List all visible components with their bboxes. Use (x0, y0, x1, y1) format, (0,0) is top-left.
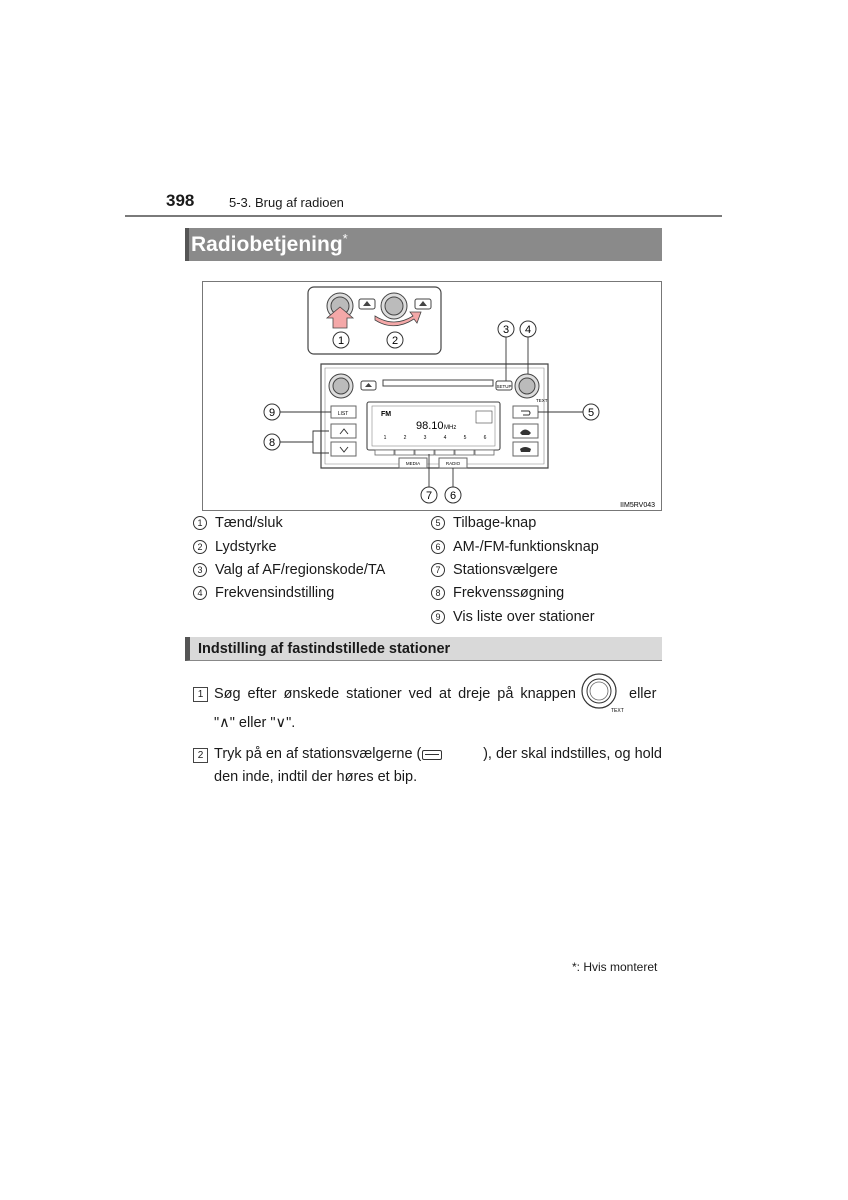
knob-inset (308, 287, 441, 354)
header-rule (125, 215, 722, 217)
step-1-text-end: eller (629, 686, 657, 702)
callout-3-label: 3 (502, 324, 510, 336)
legend-num: 9 (431, 610, 445, 624)
legend-label: AM-/FM-funktionsknap (453, 539, 599, 555)
media-button-label: MEDIA (405, 461, 421, 466)
radio-figure (202, 281, 662, 511)
legend-label: Vis liste over stationer (453, 609, 595, 625)
step-2-text-b: ), der skal indstilles, og hold (483, 746, 662, 762)
legend-label: Valg af AF/regionskode/TA (215, 562, 386, 578)
step-1-text: Søg efter ønskede stationer ved at dreje på knappen (214, 686, 576, 702)
legend-label: Frekvensindstilling (215, 585, 335, 601)
page-number: 398 (166, 191, 195, 210)
svg-text:5: 5 (463, 435, 467, 441)
svg-text:6: 6 (483, 435, 487, 441)
page-title (191, 231, 348, 257)
display-indicator (476, 411, 492, 423)
tune-knob-icon (580, 673, 624, 715)
title-bar (185, 228, 662, 261)
legend-item-5 (431, 515, 536, 531)
legend-num: 6 (431, 540, 445, 554)
legend-num: 2 (193, 540, 207, 554)
svg-text:4: 4 (443, 435, 447, 441)
title-asterisk: * (342, 231, 348, 246)
subheading-bar (185, 637, 662, 661)
svg-text:2: 2 (403, 435, 407, 441)
legend-item-2 (193, 539, 277, 555)
callout-6-label: 6 (449, 490, 457, 502)
radio-button-label: RADIO (445, 461, 461, 466)
legend-item-7 (431, 562, 558, 578)
section-reference: 5-3. Brug af radioen (229, 195, 344, 210)
step-1-number: 1 (193, 687, 208, 702)
seek-down-button (331, 442, 356, 456)
back-button (513, 406, 538, 418)
text-label: TEXT (536, 398, 548, 403)
figure-code: IIM5RV043 (620, 502, 655, 509)
legend-item-9 (431, 609, 595, 625)
legend-label: Tilbage-knap (453, 515, 537, 531)
legend-num: 1 (193, 516, 207, 530)
legend-num: 5 (431, 516, 445, 530)
legend-item-4 (193, 585, 334, 601)
legend-num: 8 (431, 586, 445, 600)
step-2-text-a: Tryk på en af stationsvælgerne ( (214, 746, 422, 762)
legend-num: 7 (431, 563, 445, 577)
setup-button-label: SETUP (496, 384, 512, 389)
callout-7-label: 7 (425, 490, 433, 502)
subheading: Indstilling af fastindstillede stationer (198, 641, 451, 657)
svg-text:1: 1 (383, 435, 387, 441)
step-2-line1 (214, 743, 662, 766)
step-2-text-line2: den inde, indtil der høres et bip. (214, 769, 418, 785)
cd-slot (383, 380, 493, 386)
title-text: Radiobetjening (191, 233, 343, 256)
legend-label: Frekvenssøgning (453, 585, 565, 601)
legend-label: Stationsvælgere (453, 562, 558, 578)
svg-text:3: 3 (423, 435, 427, 441)
legend-item-1 (193, 515, 283, 531)
callout-4-label: 4 (524, 324, 532, 336)
legend-label: Lydstyrke (215, 539, 277, 555)
step-2-number: 2 (193, 748, 208, 763)
display-band: FM (381, 411, 392, 418)
knob-text-label: TEXT (611, 708, 624, 714)
callout-9-label: 9 (268, 407, 276, 419)
callout-2-label: 2 (391, 335, 399, 347)
step-1-text-line2: "∧" eller "∨". (214, 715, 296, 731)
volume-knob-inner (385, 297, 403, 315)
footnote: *: Hvis monteret (572, 960, 658, 974)
legend-num: 3 (193, 563, 207, 577)
radio-illustration (203, 282, 663, 512)
callout-5-label: 5 (587, 407, 595, 419)
legend-num: 4 (193, 586, 207, 600)
display-unit: MHz (444, 425, 457, 431)
display-frequency: 98.10 (416, 420, 444, 432)
legend-item-6 (431, 539, 599, 555)
seek-up-button (331, 424, 356, 438)
legend-item-8 (431, 585, 564, 601)
preset-button-icon (422, 750, 442, 760)
list-button-label: LIST (337, 411, 349, 417)
legend-label: Tænd/sluk (215, 515, 283, 531)
callout-1-label: 1 (337, 335, 345, 347)
legend-item-3 (193, 562, 385, 578)
callout-8-label: 8 (268, 437, 276, 449)
